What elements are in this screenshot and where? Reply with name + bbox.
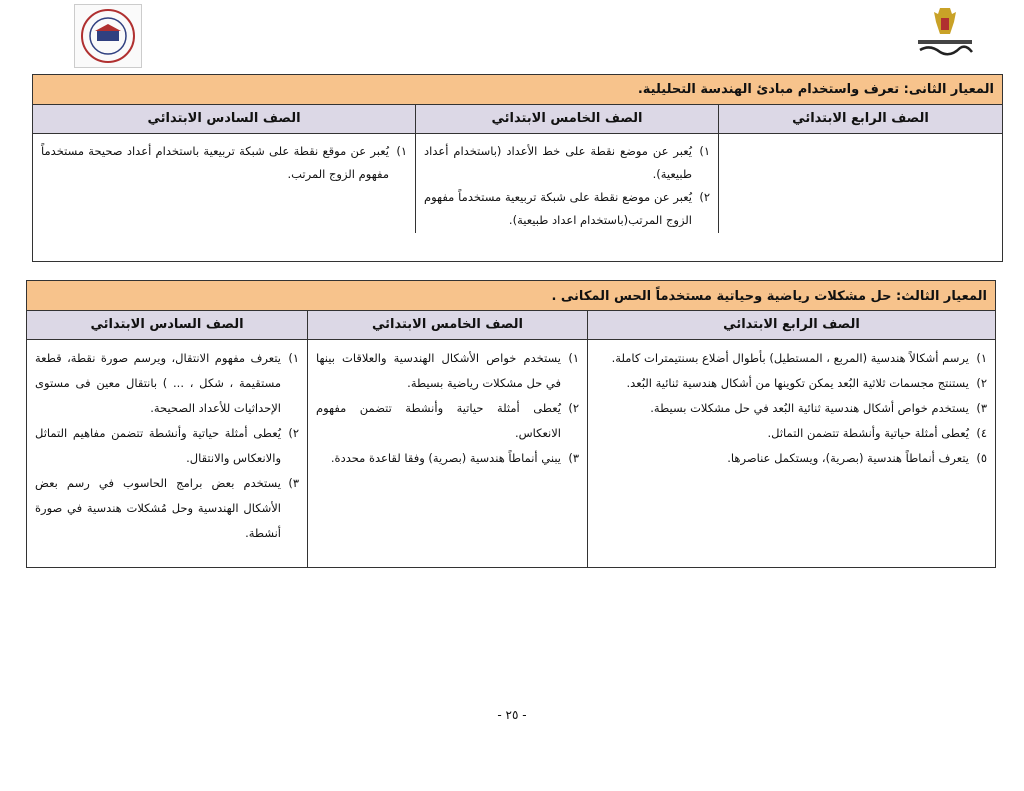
grade6-column xyxy=(27,311,307,567)
grade5-body xyxy=(416,134,718,236)
standard-three-title: المعيار الثالث: حل مشكلات رياضية وحياتية مستخدماً الحس المكانى . xyxy=(27,281,995,311)
grade4-header: الصف الرابع الابتدائي xyxy=(719,105,1002,134)
list-item: ١) يتعرف مفهوم الانتقال، ويرسم صورة نقطة، قطعة مستقيمة ، شكل ، ... ) بانتقال معين فى مستوى الإحداثيات للأعداد الصحيحة. xyxy=(35,351,299,415)
standard-two-title: المعيار الثانى: تعرف واستخدام مبادئ الهندسة التحليلية. xyxy=(33,75,1002,105)
list-item: ٣) يبني أنماطاً هندسية (بصرية) وفقا لقاعدة محددة. xyxy=(330,451,579,465)
list-item: ١) يستخدم خواص الأشكال الهندسية والعلاقات بينها في حل مشكلات رياضية بسيطة. xyxy=(316,351,579,390)
page-number: - ٢٥ - xyxy=(497,708,527,722)
list-item: ٢) يُعطى أمثلة حياتية وأنشطة تتضمن مفهوم الانعكاس. xyxy=(316,401,579,440)
list-item: ٣) يستخدم خواص أشكال هندسية ثنائية البُعد في حل مشكلات بسيطة. xyxy=(650,401,987,415)
grade5-header: الصف الخامس الابتدائي xyxy=(416,105,718,134)
grade5-body xyxy=(308,340,587,475)
grade6-body xyxy=(27,340,307,550)
ministry-logo xyxy=(910,4,980,64)
standard-two-table xyxy=(32,74,1003,262)
list-item: ٤) يُعطى أمثلة حياتية وأنشطة تتضمن التماثل. xyxy=(767,426,987,440)
grade6-header: الصف السادس الابتدائي xyxy=(33,105,415,134)
grade6-body xyxy=(33,134,415,190)
grade5-column xyxy=(307,311,587,567)
standard-three-table xyxy=(26,280,996,568)
grade6-column xyxy=(33,105,415,233)
list-item: ٢) يُعبر عن موضع نقطة على شبكة تربيعية مستخدماً مفهوم الزوج المرتب(باستخدام اعداد طبيعية). xyxy=(424,190,710,227)
grade6-header: الصف السادس الابتدائي xyxy=(27,311,307,340)
list-item: ٣) يستخدم بعض برامج الحاسوب في رسم بعض الأشكال الهندسية وحل مُشكلات هندسية في صورة أنشطة. xyxy=(35,476,299,540)
grade5-header: الصف الخامس الابتدائي xyxy=(308,311,587,340)
grade5-column xyxy=(415,105,718,233)
list-item: ١) يرسم أشكالاً هندسية (المربع ، المستطيل) بأطوال أضلاع بسنتيمترات كاملة. xyxy=(611,351,987,365)
grade4-body xyxy=(719,134,1002,144)
grade4-body xyxy=(588,340,995,475)
center-logo xyxy=(74,4,142,68)
list-item: ٢) يستنتج مجسمات ثلاثية البُعد يمكن تكوينها من أشكال هندسية ثنائية البُعد. xyxy=(626,376,987,390)
grade4-column xyxy=(718,105,1002,233)
list-item: ١) يُعبر عن موضع نقطة على خط الأعداد (باستخدام أعداد طبيعية). xyxy=(424,144,710,181)
list-item: ١) يُعبر عن موقع نقطة على شبكة تربيعية باستخدام أعداد صحيحة مستخدماً مفهوم الزوج المرتب. xyxy=(41,144,407,181)
grade4-column xyxy=(587,311,995,567)
list-item: ٢) يُعطى أمثلة حياتية وأنشطة تتضمن مفاهيم التماثل والانعكاس والانتقال. xyxy=(35,426,299,465)
list-item: ٥) يتعرف أنماطاً هندسية (بصرية)، ويستكمل عناصرها. xyxy=(727,451,987,465)
grade4-header: الصف الرابع الابتدائي xyxy=(588,311,995,340)
